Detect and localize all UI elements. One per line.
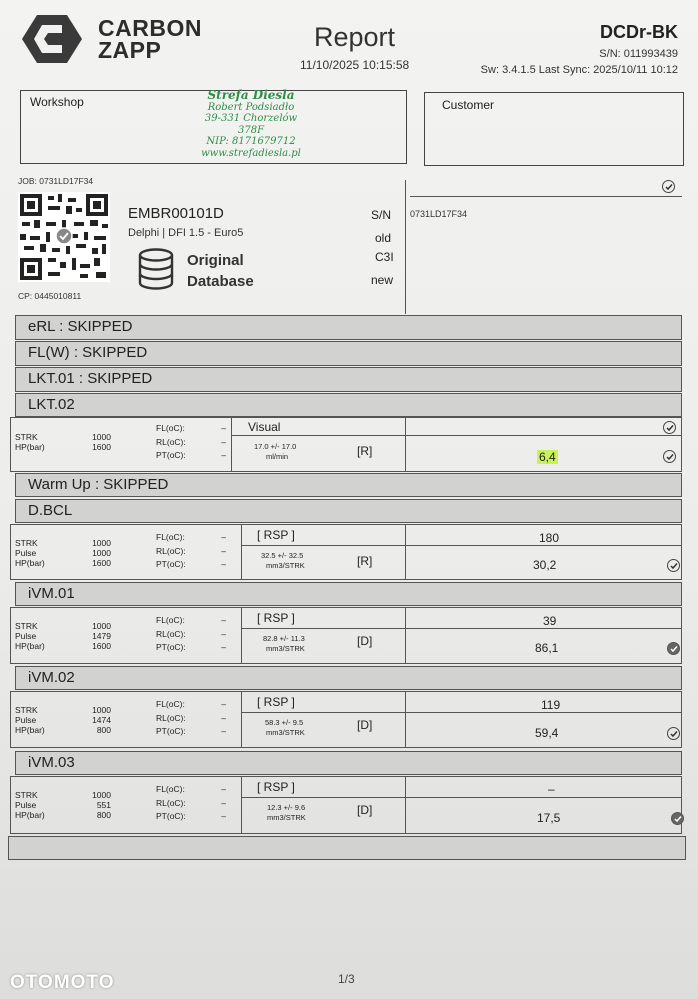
- param-value: 1000: [92, 621, 111, 631]
- part-number: EMBR00101D: [128, 205, 224, 222]
- section-ivm01: iVM.01: [15, 582, 682, 606]
- old-label: old: [375, 231, 392, 245]
- check-icon: [667, 642, 680, 655]
- sn-value: 0731LD17F34: [410, 209, 468, 219]
- dbcl-temps: [156, 531, 226, 572]
- divider: [241, 777, 242, 833]
- lkt02-params: [15, 432, 111, 452]
- param-label: Pulse: [15, 715, 37, 725]
- temp-value: –: [221, 532, 226, 542]
- footer-bar: [8, 836, 686, 860]
- lkt02-table: [10, 417, 682, 472]
- section-erl: eRL : SKIPPED: [15, 315, 682, 340]
- test-header: Visual: [248, 420, 281, 434]
- ivm03-temps: [156, 783, 226, 824]
- device-model: DCDr-BK: [600, 22, 678, 42]
- param-value: 1000: [92, 432, 111, 442]
- brand-line-2: ZAPP: [98, 37, 162, 63]
- spec-range: [263, 634, 305, 654]
- range-value: 17.0 +/- 17.0: [254, 442, 297, 451]
- workshop-label: Workshop: [30, 95, 84, 109]
- temp-label: PT(oC):: [156, 811, 186, 821]
- check-icon: [667, 727, 680, 740]
- test-header: [ RSP ]: [257, 611, 295, 625]
- temp-label: PT(oC):: [156, 559, 186, 569]
- range-unit: mm3/STRK: [266, 728, 305, 737]
- dbcl-table: [10, 524, 682, 580]
- divider: [231, 435, 681, 436]
- temp-value: –: [221, 545, 226, 556]
- page-number: 1/3: [338, 972, 355, 986]
- divider: [241, 628, 681, 629]
- spec-range: [265, 718, 305, 738]
- result-value: [537, 450, 558, 464]
- brand-name: [98, 17, 202, 61]
- carbon-zapp-logo-icon: [22, 13, 82, 65]
- database-icon: [137, 248, 175, 290]
- result-code: [D]: [357, 803, 373, 817]
- temp-value: –: [221, 423, 226, 433]
- test-header: [ RSP ]: [257, 780, 295, 794]
- stamp-line: 39-331 Chorzelów 378F: [204, 113, 298, 136]
- ivm02-params: [15, 705, 111, 735]
- param-label: STRK: [15, 790, 38, 800]
- divider: [241, 797, 681, 798]
- result-value: 30,2: [533, 558, 557, 572]
- otomoto-watermark: OTOMOTO: [10, 972, 115, 993]
- section-lkt02: LKT.02: [15, 393, 682, 417]
- customer-box: [424, 92, 684, 166]
- temp-label: RL(oC):: [156, 628, 186, 639]
- rsp-value: 180: [539, 531, 560, 545]
- ivm01-temps: [156, 614, 226, 655]
- check-icon: [667, 559, 680, 572]
- param-label: Pulse: [15, 548, 37, 558]
- database-line-2: Database: [187, 273, 254, 290]
- check-icon: [663, 421, 676, 434]
- result-code: [R]: [357, 444, 373, 458]
- divider: [405, 777, 406, 833]
- software-info: Sw: 3.4.1.5 Last Sync: 2025/10/11 10:12: [480, 64, 678, 76]
- rsp-value: 39: [543, 614, 557, 628]
- temp-label: RL(oC):: [156, 712, 186, 723]
- workshop-stamp: [196, 90, 306, 159]
- section-flw: FL(W) : SKIPPED: [15, 341, 682, 366]
- job-number: JOB: 0731LD17F34: [18, 176, 94, 186]
- range-value: 32.5 +/- 32.5: [261, 551, 304, 560]
- param-label: Pulse: [15, 631, 37, 641]
- stamp-line: NIP: 8171679712: [206, 136, 296, 147]
- result-value: 17,5: [537, 811, 561, 825]
- temp-label: FL(oC):: [156, 615, 185, 625]
- param-label: STRK: [15, 621, 38, 631]
- ivm02-temps: [156, 698, 226, 739]
- divider: [405, 180, 406, 314]
- temp-label: FL(oC):: [156, 532, 185, 542]
- param-label: HP(bar): [15, 558, 45, 568]
- sn-label: S/N: [371, 208, 392, 222]
- divider: [410, 196, 682, 197]
- param-label: STRK: [15, 705, 38, 715]
- check-icon: [671, 812, 684, 825]
- result-code: [D]: [357, 718, 373, 732]
- divider: [405, 525, 406, 579]
- param-value: 1600: [92, 442, 111, 452]
- divider: [241, 525, 242, 579]
- divider: [241, 692, 242, 747]
- divider: [231, 418, 232, 471]
- param-value: 1600: [92, 641, 111, 651]
- range-value: 82.8 +/- 11.3: [263, 634, 305, 643]
- lkt02-temps: [156, 422, 226, 463]
- temp-value: –: [221, 615, 226, 625]
- temp-label: PT(oC):: [156, 726, 186, 736]
- param-label: HP(bar): [15, 641, 45, 651]
- check-icon: [663, 450, 676, 463]
- stamp-line: Strefa Diesla: [207, 88, 295, 102]
- divider: [241, 608, 242, 663]
- temp-value: –: [221, 559, 226, 569]
- param-value: 1000: [92, 538, 111, 548]
- divider: [405, 418, 406, 471]
- section-lkt01: LKT.01 : SKIPPED: [15, 367, 682, 392]
- param-label: HP(bar): [15, 810, 45, 820]
- temp-value: –: [221, 784, 226, 794]
- ivm03-params: [15, 790, 111, 820]
- rsp-value: –: [548, 782, 555, 796]
- temp-label: RL(oC):: [156, 545, 186, 556]
- temp-value: –: [221, 797, 226, 808]
- rsp-value: 119: [541, 698, 561, 712]
- stamp-line: www.strefadiesla.pl: [201, 147, 301, 159]
- param-value: 1000: [92, 705, 111, 715]
- result-code: [D]: [357, 634, 373, 648]
- test-header: [ RSP ]: [257, 695, 295, 709]
- range-unit: mm3/STRK: [266, 644, 305, 653]
- stamp-line: Robert Podsiadło: [207, 101, 295, 113]
- result-value: 59,4: [535, 726, 559, 740]
- test-header: [ RSP ]: [257, 528, 295, 542]
- ivm02-table: [10, 691, 682, 748]
- ivm03-table: [10, 776, 682, 834]
- temp-value: –: [221, 811, 226, 821]
- param-value: 800: [96, 725, 111, 735]
- c3i-label: C3I: [375, 250, 394, 264]
- device-serial: S/N: 011993439: [599, 48, 678, 60]
- section-dbcl: D.BCL: [15, 499, 682, 523]
- temp-label: RL(oC):: [156, 797, 186, 808]
- temp-value: –: [221, 699, 226, 709]
- temp-label: PT(oC):: [156, 642, 186, 652]
- temp-label: FL(oC):: [156, 784, 185, 794]
- new-label: new: [371, 273, 394, 287]
- param-label: Pulse: [15, 800, 37, 810]
- range-value: 12.3 +/- 9.6: [267, 803, 306, 812]
- spec-range: [267, 803, 306, 823]
- temp-value: –: [221, 642, 226, 652]
- temp-label: RL(oC):: [156, 436, 186, 447]
- range-value: 58.3 +/- 9.5: [265, 718, 304, 727]
- param-value: 1479: [92, 631, 111, 641]
- param-value: 1474: [92, 715, 111, 725]
- range-unit: mm3/STRK: [266, 561, 305, 570]
- database-line-1: Original: [187, 252, 244, 269]
- cp-number: CP: 0445010811: [18, 291, 82, 301]
- param-value: 1000: [92, 548, 111, 558]
- result-value-text: 6,4: [539, 450, 556, 464]
- part-description: Delphi | DFI 1.5 - Euro5: [128, 227, 244, 239]
- temp-value: –: [221, 436, 226, 447]
- check-icon: [662, 180, 675, 193]
- report-title: Report: [314, 22, 396, 52]
- temp-value: –: [221, 726, 226, 736]
- dbcl-params: [15, 538, 111, 568]
- range-unit: ml/min: [266, 452, 289, 461]
- param-label: STRK: [15, 432, 38, 442]
- ivm01-params: [15, 621, 111, 651]
- param-label: HP(bar): [15, 725, 45, 735]
- section-ivm03: iVM.03: [15, 751, 682, 775]
- spec-range: [254, 442, 296, 462]
- range-unit: mm3/STRK: [267, 813, 306, 822]
- spec-range: [261, 551, 305, 571]
- customer-label: Customer: [442, 98, 495, 112]
- temp-value: –: [221, 450, 226, 460]
- param-value: 800: [96, 810, 111, 820]
- report-datetime: 11/10/2025 10:15:58: [300, 58, 410, 72]
- divider: [241, 712, 681, 713]
- ivm01-table: [10, 607, 682, 664]
- param-value: 1600: [92, 558, 111, 568]
- param-value: 1000: [92, 790, 111, 800]
- divider: [241, 545, 681, 546]
- temp-value: –: [221, 628, 226, 639]
- temp-label: FL(oC):: [156, 423, 185, 433]
- section-ivm02: iVM.02: [15, 666, 682, 690]
- temp-value: –: [221, 712, 226, 723]
- result-code: [R]: [357, 554, 373, 568]
- param-value: 551: [96, 800, 111, 810]
- qr-code-icon: [18, 192, 110, 282]
- temp-label: PT(oC):: [156, 450, 186, 460]
- param-label: HP(bar): [15, 442, 45, 452]
- result-value: 86,1: [535, 641, 559, 655]
- brand-line-1: CARBON: [98, 15, 202, 41]
- database-label: [187, 250, 254, 292]
- param-label: STRK: [15, 538, 38, 548]
- divider: [405, 692, 406, 747]
- temp-label: FL(oC):: [156, 699, 185, 709]
- divider: [405, 608, 406, 663]
- section-warmup: Warm Up : SKIPPED: [15, 473, 682, 497]
